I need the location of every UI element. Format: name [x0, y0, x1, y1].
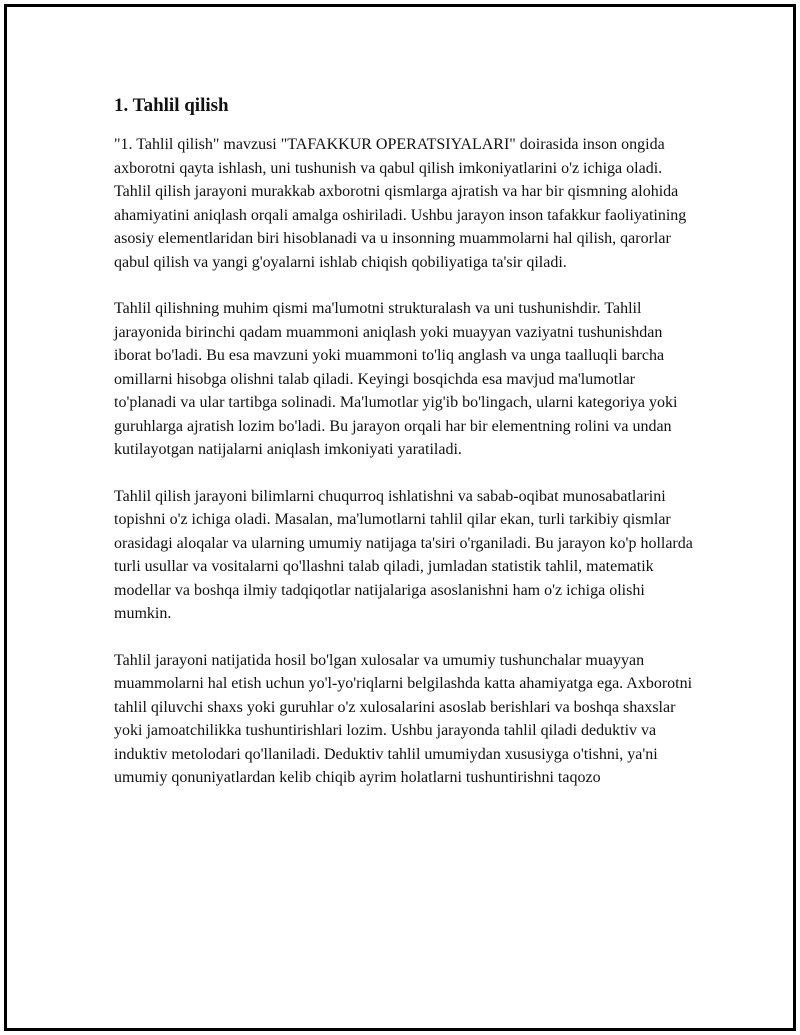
- paragraph-1: "1. Tahlil qilish" mavzusi "TAFAKKUR OPERATSIYALARI" doirasida inson ongida axborotni qayta ishlash, uni tushunish va qabul qilish imkoniyatlarini o'z ichiga oladi. Tahlil qilish jarayoni murakkab axborotni qismlarga ajratish va har bir qismning alohida ahamiyatini aniqlash orqali amalga oshiriladi. Ushbu jarayon inson tafakkur faoliyatining asosiy elementlaridan biri hisoblanadi va u insonning muammolarni hal qilish, qarorlar qabul qilish va yangi g'oyalarni ishlab chiqish qobiliyatiga ta'sir qiladi.: [114, 136, 687, 271]
- document-body: [114, 93, 694, 813]
- paragraph-2: Tahlil qilishning muhim qismi ma'lumotni strukturalash va uni tushunishdir. Tahlil jarayonida birinchi qadam muammoni aniqlash yoki muayyan vaziyatni tushunishdan iborat bo'ladi. Bu esa mavzuni yoki muammoni to'liq anglash va unga taalluqli barcha omillarni hisobga olishni talab qiladi. Keyingi bosqichda esa mavjud ma'lumotlar to'planadi va ular tartibga solinadi. Ma'lumotlar yig'ib bo'lingach, ularni kategoriya yoki guruhlarga ajratish lozim bo'ladi. Bu jarayon orqali har bir elementning rolini va undan kutilayotgan natijalarni aniqlash imkoniyati yaratiladi.: [114, 300, 678, 458]
- paragraph-4: Tahlil jarayoni natijatida hosil bo'lgan xulosalar va umumiy tushunchalar muayyan muammolarni hal etish uchun yo'l-yo'riqlarni belgilashda katta ahamiyatga ega. Axborotni tahlil qiluvchi shaxs yoki guruhlar o'z xulosalarini asoslab berishlari va boshqa shaxslar yoki jamoatchilikka tushuntirishlari lozim. Ushbu jarayonda tahlil qiladi deduktiv va induktiv metolodari qo'llaniladi. Deduktiv tahlil umumiydan xususiyga o'tishni, ya'ni umumiy qonuniyatlardan kelib chiqib ayrim holatlarni tushuntirishni taqozo: [114, 651, 693, 786]
- paragraph-3: Tahlil qilish jarayoni bilimlarni chuqurroq ishlatishni va sabab-oqibat munosabatlarini topishni o'z ichiga oladi. Masalan, ma'lumotlarni tahlil qilar ekan, turli tarkibiy qismlar orasidagi aloqalar va ularning umumiy natijaga ta'siri o'rganiladi. Bu jarayon ko'p hollarda turli usullar va vositalarni qo'llashni talab qiladi, jumladan statistik tahlil, matematik modellar va boshqa ilmiy tadqiqotlar natijalariga asoslanishni ham o'z ichiga olishi mumkin.: [114, 487, 693, 622]
- section-heading: 1. Tahlil qilish: [114, 95, 229, 116]
